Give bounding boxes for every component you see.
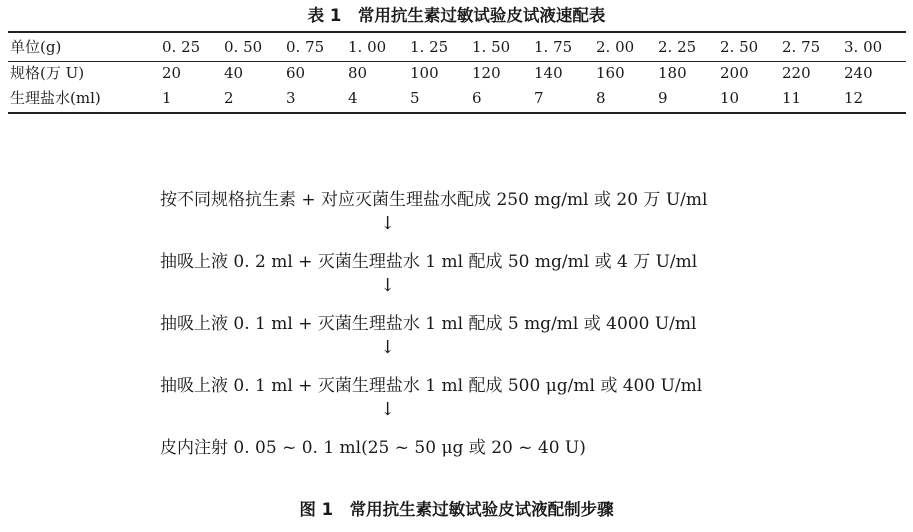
table-cell: 4: [348, 88, 358, 107]
table-cell: 5: [410, 88, 420, 107]
flow-step-2: 抽吸上液 0. 2 ml + 灭菌生理盐水 1 ml 配成 50 mg/ml 或 4 万 U/ml: [160, 252, 698, 272]
row-label-spec: 规格(万 U): [10, 64, 85, 82]
table-cell: 0. 50: [224, 37, 263, 56]
table-title: 表 1 常用抗生素过敏试验皮试液速配表: [307, 6, 606, 25]
row-label-saline: 生理盐水(ml): [10, 89, 101, 107]
table-row-spec: [8, 59, 906, 86]
table-row-unit: [8, 34, 906, 59]
table-cell: 1. 75: [534, 37, 573, 56]
table-cell: 11: [782, 88, 802, 107]
table-cell: 8: [596, 88, 606, 107]
table-cell: 100: [410, 63, 439, 82]
flow-step-3: 抽吸上液 0. 1 ml + 灭菌生理盐水 1 ml 配成 5 mg/ml 或 4000 U/ml: [160, 314, 697, 334]
table-cell: 0. 75: [286, 37, 325, 56]
dose-table: [8, 34, 906, 109]
table-cell: 7: [534, 88, 544, 107]
down-arrow-icon: ↓: [380, 213, 396, 234]
table-cell: 240: [844, 63, 873, 82]
table-cell: 40: [224, 63, 244, 82]
down-arrow-icon: ↓: [380, 399, 396, 420]
table-cell: 1. 25: [410, 37, 449, 56]
table-cell: 1: [162, 88, 172, 107]
table-cell: 140: [534, 63, 563, 82]
table-cell: 3: [286, 88, 296, 107]
flow-step-5: 皮内注射 0. 05 ~ 0. 1 ml(25 ~ 50 μg 或 20 ~ 40 U): [160, 438, 586, 458]
table-cell: 220: [782, 63, 811, 82]
flow-step-4: 抽吸上液 0. 1 ml + 灭菌生理盐水 1 ml 配成 500 μg/ml 或 400 U/ml: [160, 376, 703, 396]
table-cell: 120: [472, 63, 501, 82]
down-arrow-icon: ↓: [380, 275, 396, 296]
table-cell: 60: [286, 63, 306, 82]
table-cell: 80: [348, 63, 368, 82]
flow-step-1: 按不同规格抗生素 + 对应灭菌生理盐水配成 250 mg/ml 或 20 万 U/ml: [160, 190, 708, 210]
table-cell: 180: [658, 63, 687, 82]
table-cell: 0. 25: [162, 37, 201, 56]
table-cell: 200: [720, 63, 749, 82]
table-cell: 9: [658, 88, 668, 107]
table-cell: 2. 75: [782, 37, 821, 56]
table-cell: 10: [720, 88, 740, 107]
down-arrow-icon: ↓: [380, 337, 396, 358]
table-cell: 6: [472, 88, 482, 107]
table-cell: 2. 25: [658, 37, 697, 56]
table-cell: 2. 50: [720, 37, 759, 56]
row-label-unit: 单位(g): [10, 38, 62, 56]
table-cell: 3. 00: [844, 37, 883, 56]
figure-caption: 图 1 常用抗生素过敏试验皮试液配制步骤: [299, 500, 614, 519]
table-top-rule: [8, 31, 906, 33]
table-cell: 20: [162, 63, 182, 82]
table-bottom-rule: [8, 112, 906, 114]
table-cell: 12: [844, 88, 864, 107]
table-cell: 2. 00: [596, 37, 635, 56]
table-cell: 1. 50: [472, 37, 511, 56]
table-cell: 1. 00: [348, 37, 387, 56]
table-row-saline: [8, 86, 906, 109]
table-cell: 160: [596, 63, 625, 82]
table-cell: 2: [224, 88, 234, 107]
